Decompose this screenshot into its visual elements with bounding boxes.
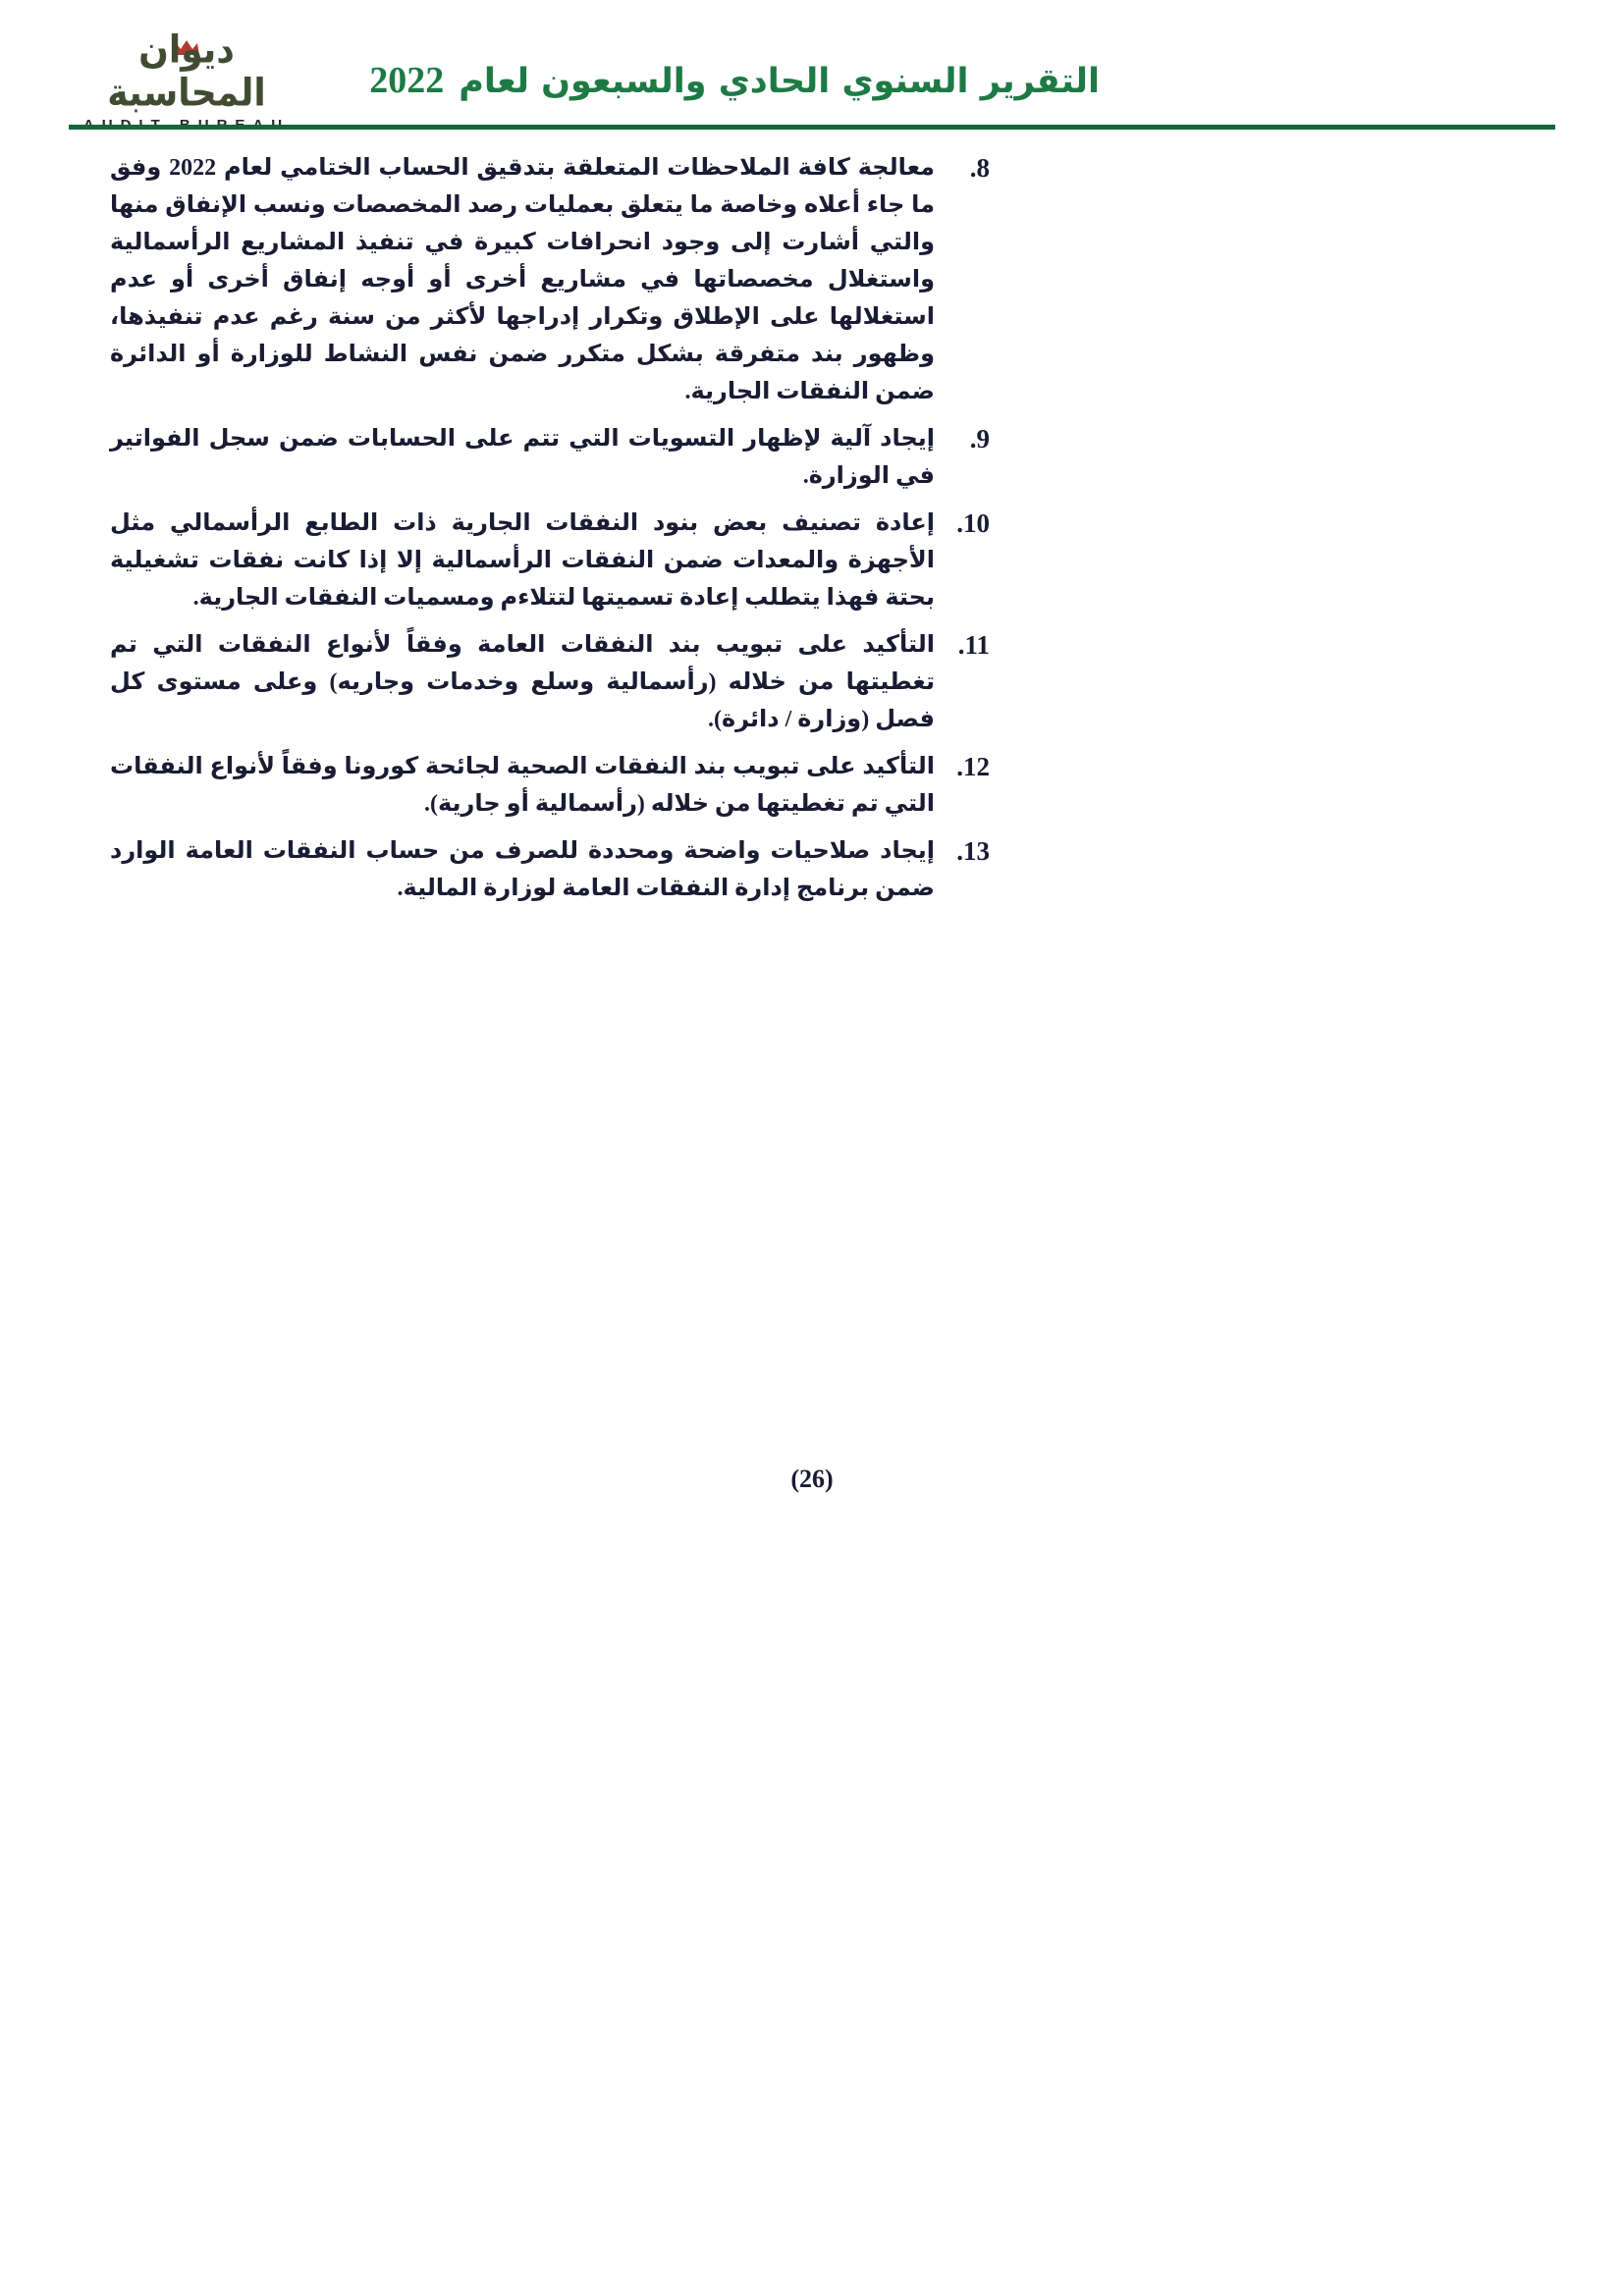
logo-arabic-name: ديوان المحاسبة xyxy=(107,27,266,116)
item-text: إيجاد صلاحيات واضحة ومحددة للصرف من حساب النفقات العامة الوارد ضمن برنامج إدارة النفقات العامة لوزارة المالية. xyxy=(110,838,935,901)
item-text: التأكيد على تبويب بند النفقات العامة وفقاً لأنواع النفقات التي تم تغطيتها من خلاله (رأسمالية وسلع وخدمات وجاريه) وعلى مستوى كل فصل (وزارة / دائرة). xyxy=(110,632,935,732)
item-number: .9 xyxy=(969,424,990,454)
item-number: .8 xyxy=(969,153,990,183)
page-title-year: 2022 xyxy=(369,60,445,101)
list-item xyxy=(110,832,990,907)
audit-bureau-logo xyxy=(69,27,304,133)
list-item xyxy=(110,505,990,616)
item-number: .10 xyxy=(956,508,990,538)
item-text: إعادة تصنيف بعض بنود النفقات الجارية ذات الطابع الرأسمالي مثل الأجهزة والمعدات ضمن النفقات الرأسمالية إلا إذا كانت نفقات تشغيلية بحتة فهذا يتطلب إعادة تسميتها لتتلاءم ومسميات النفقات الجارية. xyxy=(110,510,935,611)
item-number: .13 xyxy=(956,836,990,866)
list-item xyxy=(110,420,990,495)
header-divider xyxy=(69,125,1555,130)
item-text: التأكيد على تبويب بند النفقات الصحية لجائحة كورونا وفقاً لأنواع النفقات التي تم تغطيتها من خلاله (رأسمالية أو جارية). xyxy=(110,754,936,817)
page-number: (26) xyxy=(790,1465,834,1493)
list-item xyxy=(110,626,990,738)
list-item xyxy=(110,748,990,823)
item-text: إيجاد آلية لإظهار التسويات التي تتم على الحسابات ضمن سجل الفواتير في الوزارة. xyxy=(110,426,935,489)
item-text: معالجة كافة الملاحظات المتعلقة بتدقيق الحساب الختامي لعام 2022 وفق ما جاء أعلاه وخاصة ما يتعلق بعمليات رصد المخصصات ونسب الإنفاق منها والتي أشارت إلى وجود انحرافات كبيرة في تنفيذ المشاريع الرأسمالية واستغلال مخصصاتها في مشاريع أخرى أو أوجه إنفاق أخرى أو عدم استغلالها على الإطلاق وتكرار إدراجها لأكثر من سنة رغم عدم تنفيذها، وظهور بند متفرقة بشكل متكرر ضمن نفس النشاط للوزارة أو الدائرة ضمن النفقات الجارية. xyxy=(110,155,935,404)
recommendations-list xyxy=(110,149,990,917)
logo-calligraphy xyxy=(69,27,304,116)
page-title-text: التقرير السنوي الحادي والسبعون لعام xyxy=(459,62,1100,101)
list-item xyxy=(110,149,990,410)
page-title xyxy=(369,59,1100,102)
item-number: .12 xyxy=(956,752,990,781)
item-number: .11 xyxy=(957,630,990,660)
